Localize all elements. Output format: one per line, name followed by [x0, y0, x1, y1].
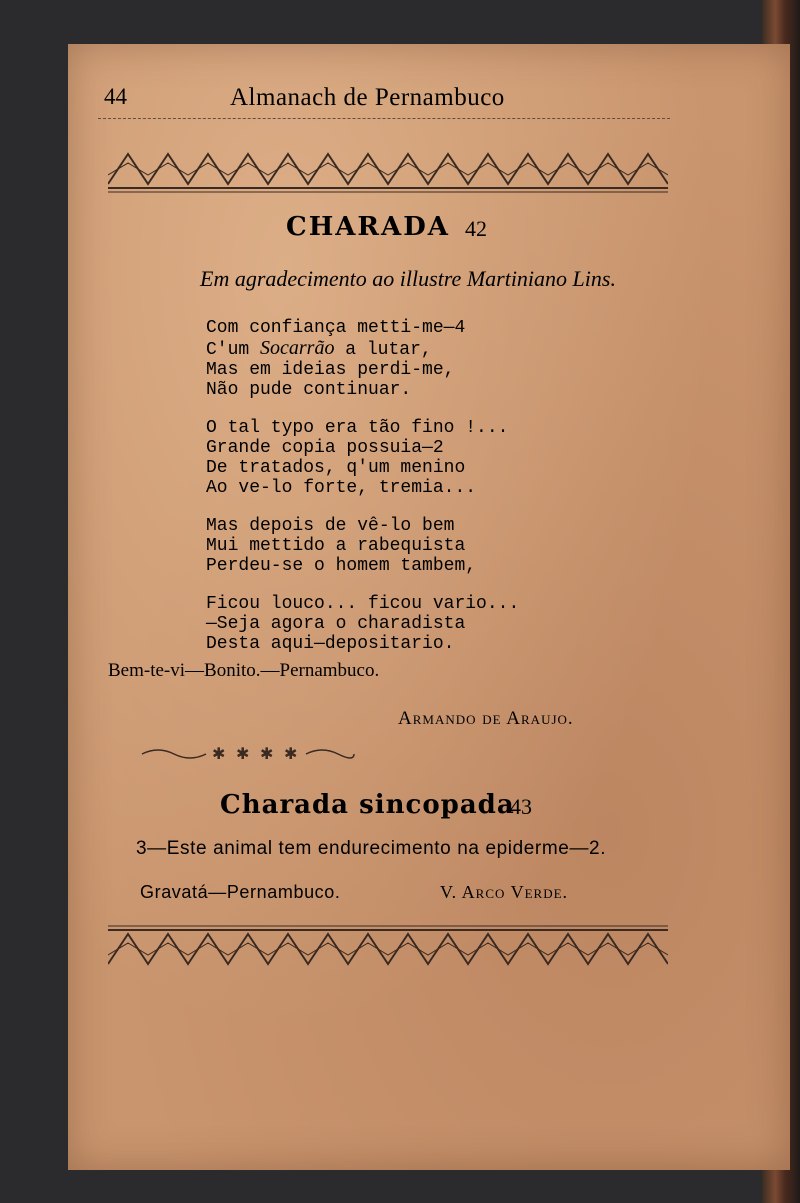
- poem-line: De tratados, q'um menino: [206, 458, 466, 478]
- poem-line: Não pude continuar.: [206, 380, 412, 400]
- poem-line: C'um Socarrão a lutar,: [206, 337, 432, 360]
- header-rule: [98, 118, 670, 119]
- poem-line: Ao ve-lo forte, tremia...: [206, 478, 477, 498]
- svg-text:✱: ✱: [212, 744, 226, 763]
- puzzle1-location: Bem-te-vi—Bonito.—Pernambuco.: [108, 660, 380, 681]
- page-number: 44: [104, 84, 127, 109]
- poem-line: Grande copia possuia—2: [206, 438, 444, 458]
- poem-line: Mas depois de vê-lo bem: [206, 516, 455, 536]
- running-title: Almanach de Pernambuco: [230, 84, 505, 111]
- poem-line: Com confiança metti-me—4: [206, 318, 466, 338]
- puzzle2-clue: 3—Este animal tem endurecimento na epiderme—2.: [136, 838, 607, 859]
- puzzle1-poem: [206, 318, 519, 672]
- puzzle1-title: CHARADA: [286, 212, 450, 242]
- puzzle2-title: Charada sincopada: [220, 790, 515, 820]
- svg-text:✱: ✱: [260, 744, 274, 763]
- poem-line: Desta aqui—depositario.: [206, 634, 455, 654]
- puzzle2-author: V. Arco Verde.: [440, 882, 569, 902]
- poem-stanza: [206, 594, 519, 654]
- poem-line: Mui mettido a rabequista: [206, 536, 466, 556]
- top-zigzag-ornament: [108, 150, 668, 194]
- star-divider-ornament: [138, 742, 358, 766]
- puzzle1-author: Armando de Araujo.: [398, 708, 574, 729]
- star-divider-icon: [138, 742, 358, 766]
- svg-text:✱: ✱: [236, 744, 250, 763]
- poem-line: Perdeu-se o homem tambem,: [206, 556, 477, 576]
- puzzle2-location: Gravatá—Pernambuco.: [140, 882, 341, 902]
- puzzle2-number: 43: [510, 794, 532, 819]
- bottom-zigzag-ornament: [108, 924, 668, 968]
- puzzle1-number: 42: [465, 216, 487, 241]
- poem-line: O tal typo era tão fino !...: [206, 418, 509, 438]
- poem-stanza: [206, 318, 519, 400]
- poem-line: —Seja agora o charadista: [206, 614, 466, 634]
- poem-stanza: [206, 418, 519, 498]
- poem-stanza: [206, 516, 519, 576]
- svg-text:✱: ✱: [284, 744, 298, 763]
- poem-line: Mas em ideias perdi-me,: [206, 360, 455, 380]
- zigzag-ornament-icon: [108, 150, 668, 194]
- zigzag-ornament-icon: [108, 924, 668, 968]
- poem-line: Ficou louco... ficou vario...: [206, 594, 520, 614]
- puzzle1-dedication: Em agradecimento ao illustre Martiniano Lins.: [200, 266, 616, 291]
